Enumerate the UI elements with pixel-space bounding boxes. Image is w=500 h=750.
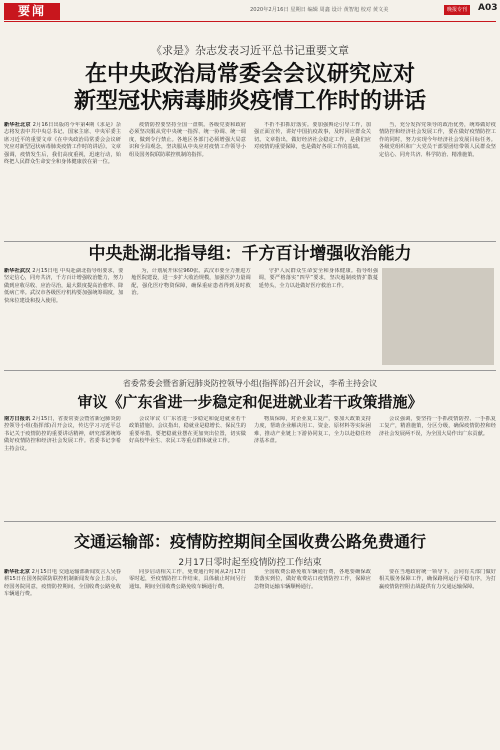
story3-kicker: 省委常委会暨省新冠肺炎防控领导小组(指挥部)召开会议，李希主持会议 [122,379,378,388]
story1-byline: 新华社北京 [4,122,31,128]
story4-text-3: 全国收费公路免收车辆通行费，各地要确保政策落实到位，做好收费站口疫情防控工作，保障应急物资运输车辆顺畅通行。 [254,569,371,590]
story1-headline-2: 新型冠状病毒肺炎疫情工作时的讲话 [73,89,426,114]
story3-col-1 [4,416,121,516]
story4-headline: 交通运输部：疫情防控期间全国收费公路免费通行 [73,532,426,551]
story2-photo [382,268,494,365]
story3-text-3: 物质保障，对企业复工复产，要加大政策支持力度，帮助企业解决用工、资金、原材料等实际困难，推动产业链上下游协同复工，全力以赴稳住经济基本盘。 [254,416,371,445]
story4-col-3 [254,569,371,679]
story4-body [4,569,496,679]
issue-info: 2020年2月16日 星期日 编辑 周鑫 设计 黄智旭 校对 黄文美 [250,7,389,13]
story4-col-4 [379,569,496,679]
story2-text-2: 为，计划展开床位960张。武汉市要全力推进方舱医院建设，进一步扩大收治规模，加强医护力量调配，强化医疗物资保障，确保重症患者得到及时救治。 [131,268,251,297]
masthead-rule [4,21,496,22]
story2-col-3 [259,268,378,365]
story3-col-4 [379,416,496,516]
story4-text-1: 2月15日电 交通运输部新闻发言人吴春耕15日在国务院联防联控机制新闻发布会上表示，经国务院同意，疫情防控期间，全国收费公路免收车辆通行费。 [4,569,121,598]
page-number: A03 [478,3,498,13]
divider-1 [4,241,496,242]
story1-text-3: 不折不扣抓好落实。要加强舆论引导工作，加强正面宣传，讲好中国抗疫故事，及时回应群众关切。文章指出，做好经济社会稳定工作，是我们应对疫情的重要保障，也是做好各项工作的基础。 [254,122,371,151]
divider-2 [4,370,496,371]
story1-col-2 [129,122,246,238]
story2-text-1: 2月15日电 中央赴湖北指导组要求，要坚定信心，同舟共济，千方百计增强收治能力，努力做到应收尽收、应治尽治，最大限度提高治愈率、降低病亡率。武汉市各级医疗机构要加强统筹调度，加快床位建设和投入使用。 [4,268,124,304]
story3-body [4,416,496,516]
story1-kicker: 《求是》杂志发表习近平总书记重要文章 [151,44,349,57]
story3-col-2 [129,416,246,516]
story1-col-3 [254,122,371,238]
story4-byline: 新华社北京 [4,569,30,575]
story4-text-4: 要在当地政府统一领导下，会同有关部门做好相关服务保障工作，确保路网运行平稳有序，为打赢疫情防控阻击战提供有力交通运输保障。 [379,569,496,590]
story2-col-2 [131,268,250,365]
story3-text-2: 会议审议《广东省进一步稳定和促进就业若干政策措施》。会议指出，稳就业是稳增长、保民生的重要举措，要把稳就业摆在更加突出位置，切实做好高校毕业生、农民工等重点群体就业工作。 [129,416,246,445]
divider-3 [4,521,496,522]
story1-col-1 [4,122,121,238]
page-tag: 晚报专刊 [444,5,470,15]
story4-subhead: 2月17日零时起至疫情防控工作结束 [178,558,322,568]
story3-text-1: 2月15日，省委常委会暨省新冠肺炎防控领导小组(指挥部)召开会议，传达学习习近平总书记关于疫情防控的重要讲话精神，研究部署统筹做好疫情防控和经济社会发展工作。省委书记李希主持会议。 [4,416,121,452]
story3-byline: 南方日报讯 [4,416,31,422]
story1-text-2: 疫情防控要坚持全国一盘棋。各级党委和政府必须坚决服从党中央统一指挥、统一协调、统一调度，做到令行禁止。各地区各部门必须增强大局意识和全局观念，坚决服从中央应对疫情工作领导小组及国务院联防联控机制的指挥。 [129,122,246,158]
story2-byline: 新华社武汉 [4,268,31,274]
story4-text-2: 同步启动相关工作，免费通行时间从2月17日零时起，至疫情防控工作结束，具体截止时间另行通知。期间全国收费公路免收车辆通行费。 [129,569,246,590]
story3-col-3 [254,416,371,516]
story1-headline-1: 在中央政治局常委会会议研究应对 [84,62,415,87]
story2-headline: 中央赴湖北指导组：千方百计增强收治能力 [88,244,412,264]
story4-col-2 [129,569,246,679]
story1-col-4 [379,122,496,238]
story2-body [4,268,378,365]
story1-text-1: 2月16日出版的今年第4期《求是》杂志将发表中共中央总书记、国家主席、中央军委主席习近平的重要文章《在中央政治局常委会会议研究应对新型冠状病毒肺炎疫情工作时的讲话》。文章强调，疫情发生后，我们高度重视，迅速行动，始终把人民群众生命安全和身体健康放在第一位。 [4,122,121,166]
story2-text-3: 守护人民群众生命安全和身体健康。指导组强调，要严格落实“四早”要求，坚决遏制疫情扩散蔓延势头，全力以赴做好医疗救治工作。 [258,268,378,289]
masthead [0,0,500,22]
story3-text-4: 会议强调，要坚持一手抓疫情防控、一手抓复工复产，精准施策，分区分级，确保疫情防控和经济社会发展两不误，为全国大局作出广东贡献。 [379,416,496,437]
section-label: 要闻 [4,3,60,20]
story1-text-4: 当，充分发挥党领导的政治优势，统筹做好疫情防控和经济社会发展工作，要在做好疫情防控工作的同时，努力实现今年经济社会发展目标任务。各级党组织和广大党员干部要团结带领人民群众坚定信心、同舟共济、科学防治、精准施策。 [379,122,496,158]
story3-headline: 审议《广东省进一步稳定和促进就业若干政策措施》 [77,393,423,411]
story4-col-1 [4,569,121,679]
story1-body [4,122,496,238]
story2-col-1 [4,268,123,365]
